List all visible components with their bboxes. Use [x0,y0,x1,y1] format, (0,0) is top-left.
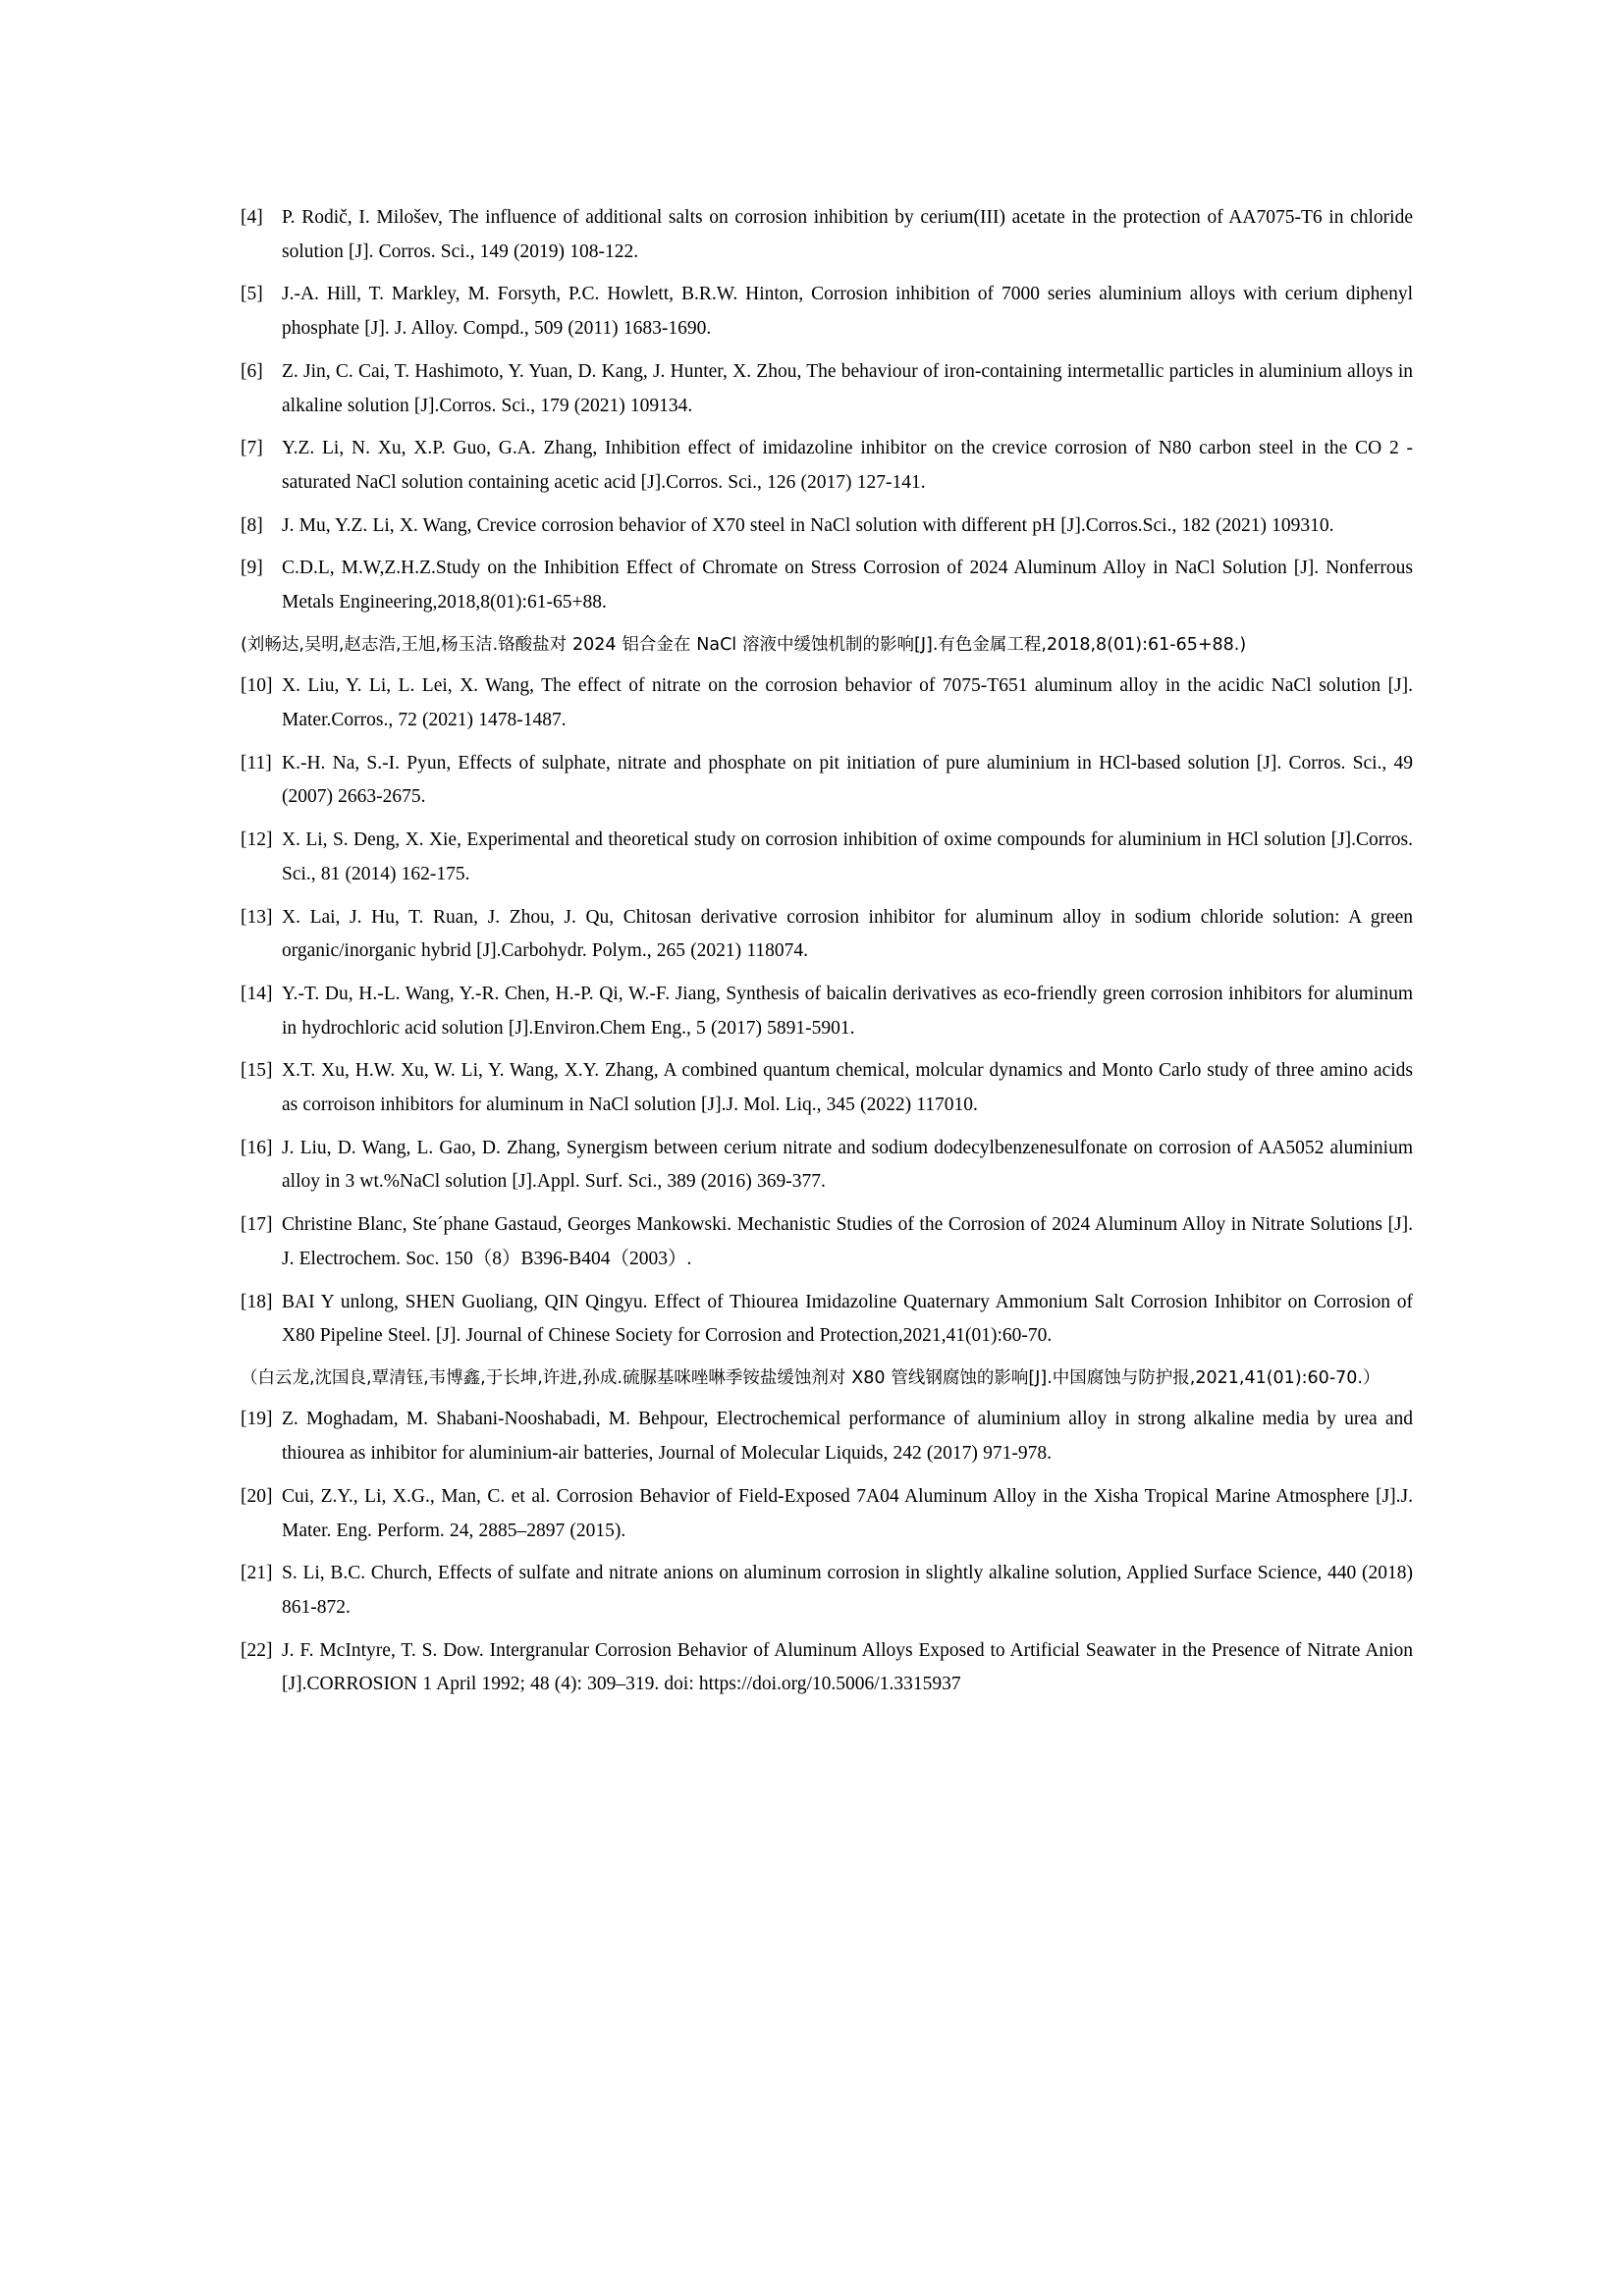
reference-entry [241,201,1413,269]
reference-entry [241,1362,1413,1395]
reference-entry [241,747,1413,815]
reference-text: J. Liu, D. Wang, L. Gao, D. Zhang, Synergism between cerium nitrate and sodium dodecylbenzenesulfonate on corrosion of AA5052 aluminium alloy in 3 wt.%NaCl solution [J].Appl. Surf. Sci., 389 (2016) 369-377. [282,1137,1413,1193]
reference-marker: [4] [241,207,263,228]
reference-marker: [22] [241,1639,273,1661]
reference-text: X. Li, S. Deng, X. Xie, Experimental and theoretical study on corrosion inhibition of oxime compounds for aluminium in HCl solution [J].Corros. Sci., 81 (2014) 162-175. [282,829,1413,884]
reference-entry [241,629,1413,662]
reference-entry [241,1054,1413,1122]
reference-text: X. Liu, Y. Li, L. Lei, X. Wang, The effect of nitrate on the corrosion behavior of 7075‐T651 aluminum alloy in the acidic NaCl solution [J]. Mater.Corros., 72 (2021) 1478-1487. [282,675,1413,730]
reference-text: J. F. McIntyre, T. S. Dow. Intergranular Corrosion Behavior of Aluminum Alloys Exposed to Artificial Seawater in the Presence of Nitrate Anion [J].CORROSION 1 April 1992; 48 (4): 309–319. doi: https://doi.org/10.5006/1.3315937 [282,1639,1413,1695]
reference-marker: [14] [241,983,273,1004]
reference-marker: [6] [241,360,263,382]
reference-text: Christine Blanc, Ste´phane Gastaud, Georges Mankowski. Mechanistic Studies of the Corrosion of 2024 Aluminum Alloy in Nitrate Solutions [J]. J. Electrochem. Soc. 150（8）B396-B404（2003）. [282,1214,1413,1269]
reference-text: K.-H. Na, S.-I. Pyun, Effects of sulphate, nitrate and phosphate on pit initiation of pure aluminium in HCl-based solution [J]. Corros. Sci., 49 (2007) 2663-2675. [282,752,1413,808]
reference-entry [241,1480,1413,1548]
reference-text: P. Rodič, I. Milošev, The influence of additional salts on corrosion inhibition by cerium(III) acetate in the protection of AA7075-T6 in chloride solution [J]. Corros. Sci., 149 (2019) 108-122. [282,207,1413,262]
reference-marker: [19] [241,1409,273,1430]
reference-marker: [20] [241,1485,273,1507]
reference-text: C.D.L, M.W,Z.H.Z.Study on the Inhibition Effect of Chromate on Stress Corrosion of 2024 Aluminum Alloy in NaCl Solution [J]. Nonferrous Metals Engineering,2018,8(01):61-65+88. [282,558,1413,614]
reference-text: (刘畅达,吴明,赵志浩,王旭,杨玉洁.铬酸盐对 2024 铝合金在 NaCl 溶液中缓蚀机制的影响[J].有色金属工程,2018,8(01):61-65+88.) [241,634,1247,655]
reference-text: S. Li, B.C. Church, Effects of sulfate and nitrate anions on aluminum corrosion in slightly alkaline solution, Applied Surface Science, 440 (2018) 861-872. [282,1563,1413,1618]
reference-entry [241,1286,1413,1354]
reference-entry [241,509,1413,544]
reference-text: （白云龙,沈国良,覃清钰,韦博鑫,于长坤,许进,孙成.硫脲基咪唑啉季铵盐缓蚀剂对 X80 管线钢腐蚀的影响[J].中国腐蚀与防护报,2021,41(01):60-70.） [241,1367,1380,1388]
reference-entry [241,278,1413,346]
reference-entry [241,1403,1413,1470]
reference-text: J. Mu, Y.Z. Li, X. Wang, Crevice corrosion behavior of X70 steel in NaCl solution with different pH [J].Corros.Sci., 182 (2021) 109310. [282,514,1334,536]
reference-entry [241,552,1413,619]
reference-marker: [18] [241,1291,273,1312]
reference-text: BAI Y unlong, SHEN Guoliang, QIN Qingyu. Effect of Thiourea Imidazoline Quaternary Ammonium Salt Corrosion Inhibitor on Corrosion of X80 Pipeline Steel. [J]. Journal of Chinese Society for Corrosion and Protection,2021,41(01):60-70. [282,1291,1413,1347]
reference-marker: [8] [241,514,263,536]
reference-entry [241,355,1413,423]
reference-entry [241,901,1413,969]
reference-marker: [9] [241,558,263,579]
reference-text: Z. Jin, C. Cai, T. Hashimoto, Y. Yuan, D. Kang, J. Hunter, X. Zhou, The behaviour of iron-containing intermetallic particles in aluminium alloys in alkaline solution [J].Corros. Sci., 179 (2021) 109134. [282,360,1413,416]
reference-marker: [11] [241,752,272,774]
reference-entry [241,432,1413,500]
reference-text: J.-A. Hill, T. Markley, M. Forsyth, P.C. Howlett, B.R.W. Hinton, Corrosion inhibition of 7000 series aluminium alloys with cerium diphenyl phosphate [J]. J. Alloy. Compd., 509 (2011) 1683-1690. [282,284,1413,340]
reference-entry [241,1208,1413,1276]
reference-entry [241,978,1413,1045]
reference-entry [241,824,1413,891]
reference-text: X.T. Xu, H.W. Xu, W. Li, Y. Wang, X.Y. Zhang, A combined quantum chemical, molcular dynamics and Monto Carlo study of three amino acids as corroison inhibitors for aluminum in NaCl solution [J].J. Mol. Liq., 345 (2022) 117010. [282,1060,1413,1116]
reference-entry [241,1557,1413,1625]
reference-text: X. Lai, J. Hu, T. Ruan, J. Zhou, J. Qu, Chitosan derivative corrosion inhibitor for aluminum alloy in sodium chloride solution: A green organic/inorganic hybrid [J].Carbohydr. Polym., 265 (2021) 118074. [282,906,1413,962]
reference-list [241,201,1413,1702]
reference-text: Y.-T. Du, H.-L. Wang, Y.-R. Chen, H.-P. Qi, W.-F. Jiang, Synthesis of baicalin derivatives as eco-friendly green corrosion inhibitors for aluminum in hydrochloric acid solution [J].Environ.Chem Eng., 5 (2017) 5891-5901. [282,983,1413,1039]
reference-text: Z. Moghadam, M. Shabani-Nooshabadi, M. Behpour, Electrochemical performance of aluminium alloy in strong alkaline media by urea and thiourea as inhibitor for aluminium-air batteries, Journal of Molecular Liquids, 242 (2017) 971-978. [282,1409,1413,1465]
reference-marker: [5] [241,284,263,305]
reference-entry [241,669,1413,737]
reference-text: Y.Z. Li, N. Xu, X.P. Guo, G.A. Zhang, Inhibition effect of imidazoline inhibitor on the crevice corrosion of N80 carbon steel in the CO 2 -saturated NaCl solution containing acetic acid [J].Corros. Sci., 126 (2017) 127-141. [282,438,1413,493]
reference-marker: [15] [241,1060,273,1082]
reference-marker: [7] [241,438,263,459]
reference-marker: [13] [241,906,273,928]
reference-marker: [10] [241,675,273,697]
reference-marker: [12] [241,829,273,851]
reference-entry [241,1634,1413,1702]
reference-marker: [21] [241,1563,273,1584]
reference-marker: [17] [241,1214,273,1236]
reference-text: Cui, Z.Y., Li, X.G., Man, C. et al. Corrosion Behavior of Field-Exposed 7A04 Aluminum Alloy in the Xisha Tropical Marine Atmosphere [J].J. Mater. Eng. Perform. 24, 2885–2897 (2015). [282,1485,1413,1541]
reference-entry [241,1132,1413,1200]
reference-marker: [16] [241,1137,273,1158]
